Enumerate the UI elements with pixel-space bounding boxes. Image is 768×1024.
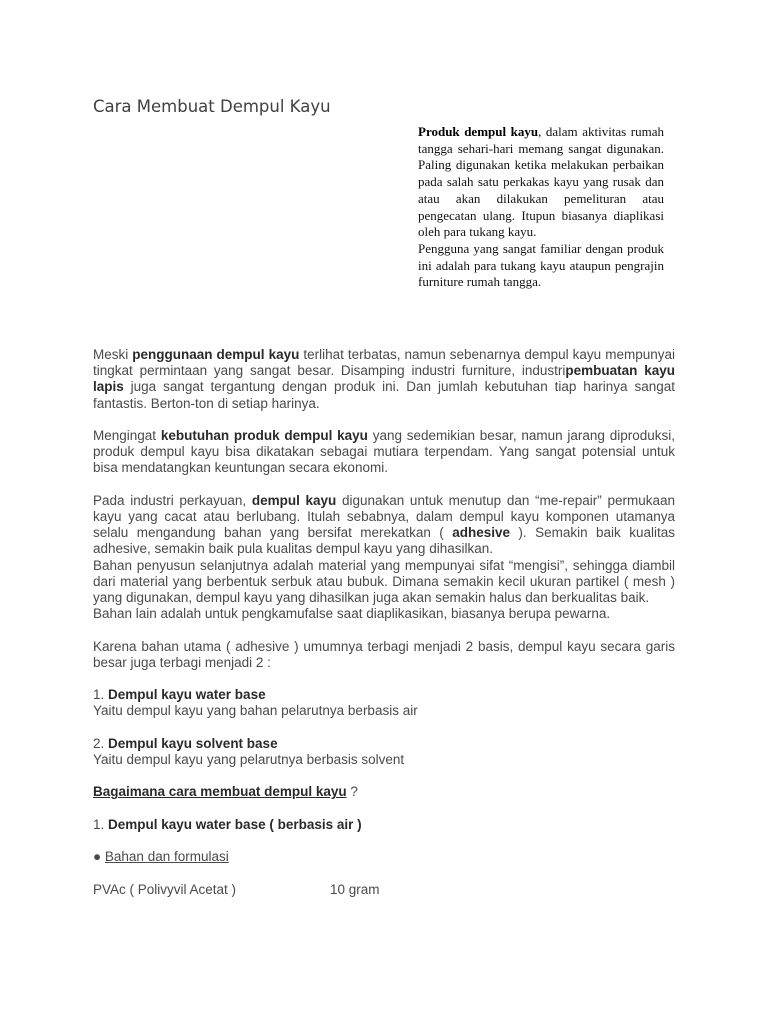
list-item-2-desc: Yaitu dempul kayu yang pelarutnya berbasis solvent bbox=[93, 752, 405, 767]
list-item-1-title: 1. Dempul kayu water base bbox=[93, 687, 266, 703]
paragraph-2: Mengingat kebutuhan produk dempul kayu yang sedemikian besar, namun jarang diproduksi, produk dempul kayu bisa dikatakan sebagai mutiara terpendam. Yang sangat potensial untuk bisa mendatangkan keuntungan secara ekonomi. bbox=[93, 428, 675, 476]
intro-bold-term: Produk dempul kayu bbox=[418, 124, 539, 139]
intro-paragraph-2: Pengguna yang sangat familiar dengan produk ini adalah para tukang kayu ataupun pengrajin furniture rumah tangga. bbox=[418, 240, 664, 290]
bullet-icon: ● bbox=[93, 849, 105, 865]
question-heading: Bagaimana cara membuat dempul kayu ? bbox=[93, 784, 358, 800]
intro-paragraph-1: Produk dempul kayu, dalam aktivitas rumah tangga sehari-hari memang sangat digunakan. Paling digunakan ketika melakukan perbaikan pada salah satu perkakas kayu yang rusak dan atau akan dilakukan pemelituran atau pengecatan ulang. Itupun biasanya diaplikasi oleh para tukang kayu. bbox=[418, 124, 664, 240]
article-body bbox=[93, 347, 675, 898]
bahan-bullet: ● Bahan dan formulasi bbox=[93, 849, 229, 865]
list-item-2-title: 2. Dempul kayu solvent base bbox=[93, 735, 278, 751]
document-title: Cara Membuat Dempul Kayu bbox=[93, 97, 331, 116]
paragraph-5: Bahan lain adalah untuk pengkamufalse saat diaplikasikan, biasanya berupa pewarna. bbox=[93, 606, 611, 622]
intro-box bbox=[418, 124, 664, 291]
list-item-1-desc: Yaitu dempul kayu yang bahan pelarutnya berbasis air bbox=[93, 703, 418, 719]
formula-row bbox=[93, 882, 675, 898]
paragraph-1: Meski penggunaan dempul kayu terlihat terbatas, namun sebenarnya dempul kayu mempunyai tingkat permintaan yang sangat besar. Disamping industri furniture, industripembuatan kayu lapis juga sangat tergantung dengan produk ini. Dan jumlah kebutuhan tiap harinya sangat fantastis. Berton-ton di setiap harinya. bbox=[93, 347, 676, 411]
paragraph-3: Pada industri perkayuan, dempul kayu digunakan untuk menutup dan “me-repair” permukaan kayu yang cacat atau berlubang. Itulah sebabnya, dalam dempul kayu komponen utamanya selalu mengandung bahan yang bersifat merekatkan ( adhesive ). Semakin baik kualitas adhesive, semakin baik pula kualitas dempul kayu yang dihasilkan. bbox=[93, 492, 675, 557]
section-1-heading: 1. Dempul kayu water base ( berbasis air ) bbox=[93, 816, 362, 832]
paragraph-4: Bahan penyusun selanjutnya adalah material yang mempunyai sifat “mengisi”, sehingga diambil dari material yang berbentuk serbuk atau bubuk. Dimana semakin kecil ukuran partikel ( mesh ) yang digunakan, dempul kayu yang dihasilkan juga akan semakin halus dan berkualitas baik. bbox=[93, 557, 675, 606]
formula-amount: 10 gram bbox=[330, 881, 380, 897]
paragraph-6: Karena bahan utama ( adhesive ) umumnya terbagi menjadi 2 basis, dempul kayu secara garis besar juga terbagi menjadi 2 : bbox=[93, 638, 675, 670]
formula-ingredient: PVAc ( Polivyvil Acetat ) bbox=[93, 881, 237, 897]
